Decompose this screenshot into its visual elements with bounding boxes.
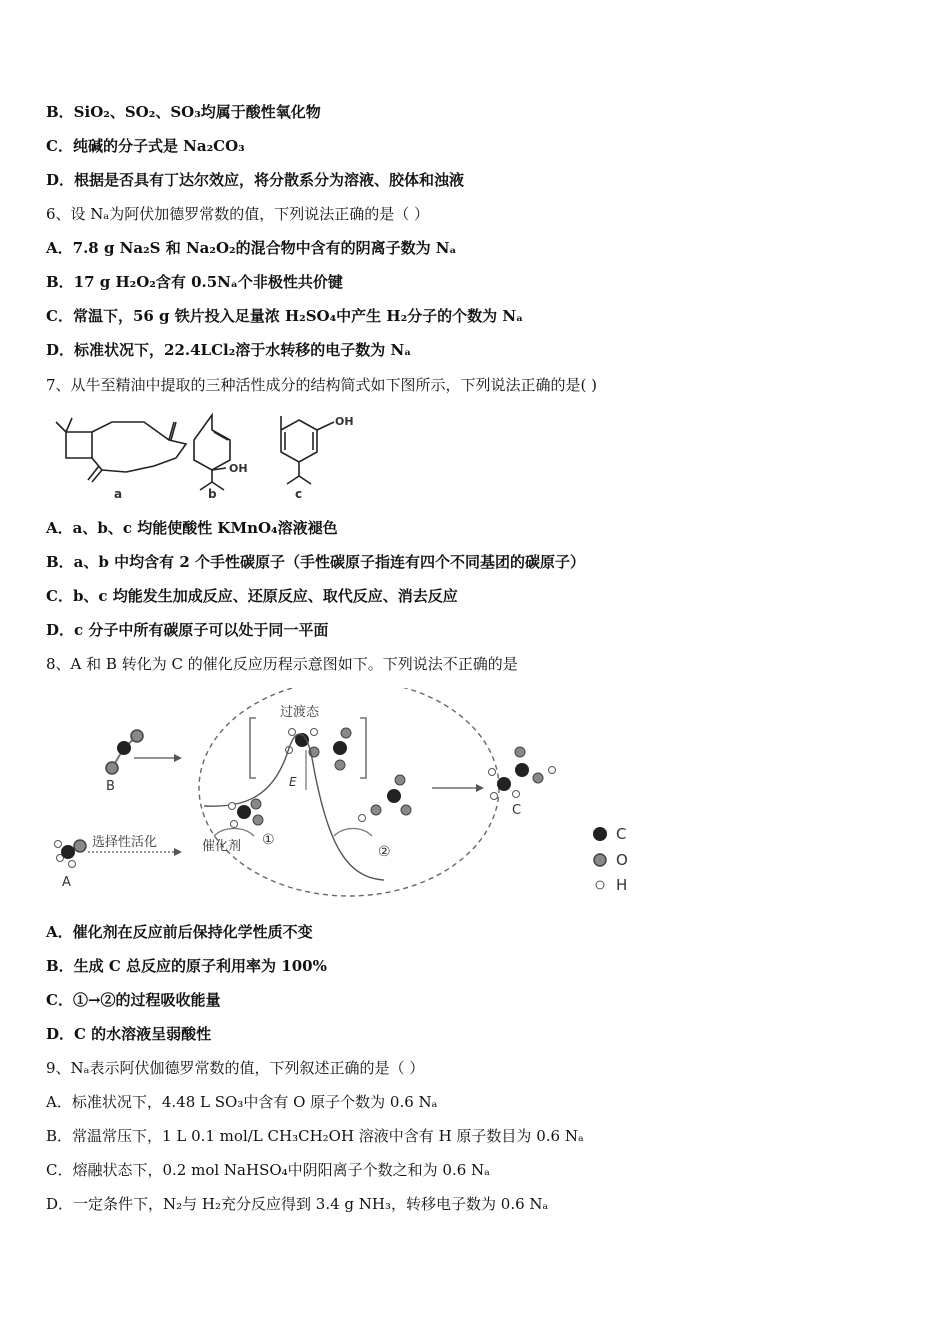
q9-option-d: D．一定条件下，N₂与 H₂充分反应得到 3.4 g NH₃，转移电子数为 0.6 Nₐ [46,1195,549,1213]
transition-label: 过渡态 [280,705,320,720]
q6-stem: 6、设 Nₐ为阿伏加德罗常数的值，下列说法正确的是（ ） [46,205,429,223]
molecule-a-model [55,840,87,868]
legend-hydrogen-icon [596,881,604,889]
q6-option-a: A．7.8 g Na₂S 和 Na₂O₂的混合物中含有的阴离子数为 Nₐ [46,239,457,257]
q8-stem: 8、A 和 B 转化为 C 的催化反应历程示意图如下。下列说法不正确的是 [46,655,518,673]
molecule-b-structure [194,415,230,490]
step-1-label: ① [262,832,275,848]
catalyst-surface-1 [214,829,254,837]
transition-bracket [250,718,366,778]
q8-option-b: B．生成 C 总反应的原子利用率为 100% [46,957,327,975]
molecule-a-structure [56,418,186,482]
q9-option-b: B．常温常压下，1 L 0.1 mol/L CH₃CH₂OH 溶液中含有 H 原子数目为 0.6 Nₐ [46,1127,584,1145]
q6-option-c: C．常温下，56 g 铁片投入足量浓 H₂SO₄中产生 H₂分子的个数为 Nₐ [46,307,524,325]
q5-option-d: D．根据是否具有丁达尔效应，将分散系分为溶液、胶体和浊液 [46,171,465,189]
activation-energy-label: E [289,775,297,789]
mechanism-region-ellipse [199,688,499,896]
q5-option-c: C．纯碱的分子式是 Na₂CO₃ [46,137,245,155]
legend-hydrogen-label: H [616,876,628,894]
molecule-c-label: C [512,803,522,818]
q5-option-b: B．SiO₂、SO₂、SO₃均属于酸性氧化物 [46,103,321,121]
molecule-b-label: b [208,487,217,501]
q8-option-d: D．C 的水溶液呈弱酸性 [46,1025,212,1043]
q8-option-a: A．催化剂在反应前后保持化学性质不变 [46,923,313,941]
molecule-c-structure [281,416,334,484]
atom-legend [593,825,628,894]
q9-stem: 9、Nₐ表示阿伏伽德罗常数的值，下列叙述正确的是（ ） [46,1059,425,1077]
q9-option-a: A．标准状况下，4.48 L SO₃中含有 O 原子个数为 0.6 Nₐ [46,1093,438,1111]
legend-oxygen-icon [594,854,606,866]
q7-option-b: B．a、b 中均含有 2 个手性碳原子（手性碳原子指连有四个不同基团的碳原子） [46,553,585,571]
catalyst-label: 催化剂 [202,839,242,854]
step-2-label: ② [378,844,391,860]
molecule-c-label: c [295,487,303,501]
catalyst-surface-2 [334,829,372,837]
q8-reaction-mechanism-figure [44,688,644,908]
q7-option-d: D．c 分子中所有碳原子可以处于同一平面 [46,621,329,639]
molecule-a-label: A [62,875,71,890]
q6-option-b: B．17 g H₂O₂含有 0.5Nₐ个非极性共价键 [46,273,343,291]
q7-option-a: A．a、b、c 均能使酸性 KMnO₄溶液褪色 [46,519,338,537]
molecule-b-oh-label: OH [229,462,248,475]
q7-option-c: C．b、c 均能发生加成反应、还原反应、取代反应、消去反应 [46,587,458,605]
molecule-c-oh-label: OH [335,415,354,428]
activation-label: 选择性活化 [92,835,158,850]
molecule-b-model [106,730,143,774]
q7-structure-figure [44,410,364,505]
legend-carbon-icon [593,827,607,841]
legend-oxygen-label: O [616,851,628,869]
legend-carbon-label: C [616,825,627,843]
molecule-b-label: B [106,779,115,794]
q7-stem: 7、从牛至精油中提取的三种活性成分的结构简式如下图所示，下列说法正确的是( ) [46,376,598,394]
q6-option-d: D．标准状况下，22.4LCl₂溶于水转移的电子数为 Nₐ [46,341,412,359]
q8-option-c: C．①→②的过程吸收能量 [46,991,221,1009]
molecule-a-label: a [114,487,123,501]
q9-option-c: C．熔融状态下，0.2 mol NaHSO₄中阴阳离子个数之和为 0.6 Nₐ [46,1161,490,1179]
